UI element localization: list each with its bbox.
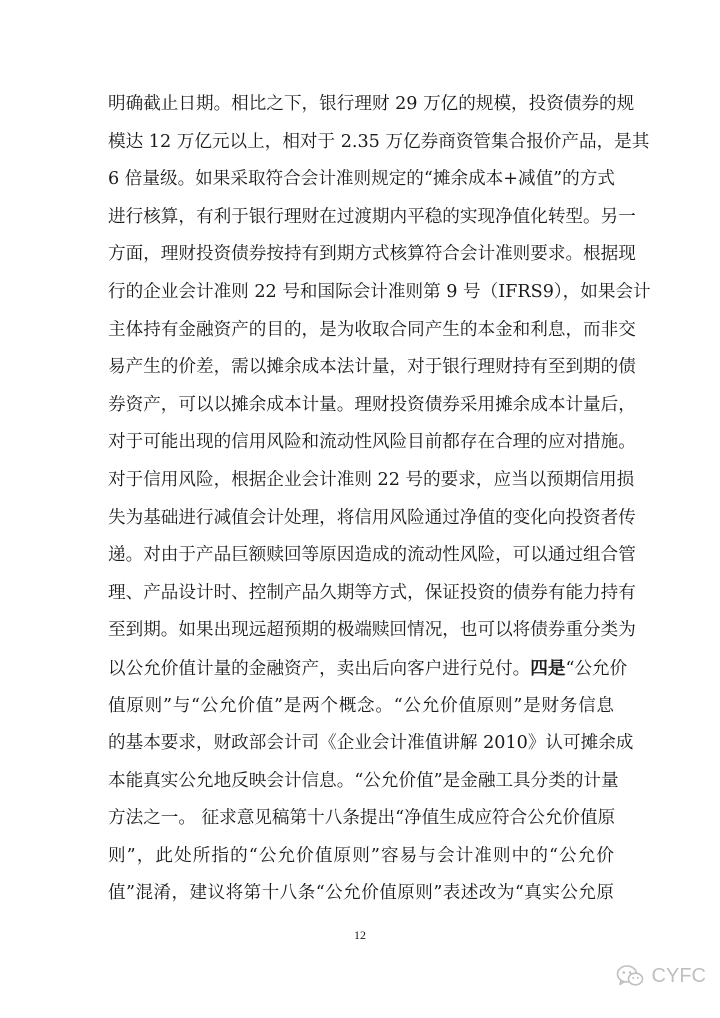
text-line (108, 537, 636, 575)
text-line (108, 236, 636, 274)
text-line (108, 199, 636, 237)
text-line (108, 875, 614, 913)
text-line (108, 161, 614, 199)
text-segment: 的基本要求，财政部会计司《企业会计准值讲解 2010》认可摊余成 (108, 733, 634, 754)
text-segment: 6 倍量级。如果采取符合会计准则规定的“摊余成本+减值”的方式 (108, 169, 615, 190)
text-segment: 失为基础进行减值会计处理，将信用风险通过净值的变化向投资者传 (108, 507, 636, 528)
text-line (108, 575, 636, 613)
body-text (108, 86, 651, 913)
text-segment: 以公允价值计量的金融资产，卖出后向客户进行兑付。 (108, 658, 531, 679)
text-line (108, 349, 636, 387)
text-segment: 理、产品设计时、控制产品久期等方式，保证投资的债券有能力持有 (108, 582, 636, 603)
watermark (616, 964, 706, 988)
text-segment: 本能真实公允地反映会计信息。“公允价值”是金融工具分类的计量 (108, 770, 619, 791)
text-segment: 至到期。如果出现远超预期的极端赎回情况，也可以将债券重分类为 (108, 620, 636, 641)
text-line (108, 650, 628, 688)
text-segment: 对于可能出现的信用风险和流动性风险目前都存在合理的应对措施。 (108, 432, 636, 453)
text-segment: “公允价 (565, 658, 628, 679)
text-line (108, 462, 635, 500)
text-line (108, 800, 614, 838)
text-segment: 模达 12 万亿元以上，相对于 2.35 万亿券商资管集合报价产品，是其 (108, 131, 650, 152)
text-segment: 值”混淆，建议将第十八条“公允价值原则”表述改为“真实公允原 (108, 883, 614, 904)
text-line (108, 763, 619, 801)
text-segment: 主体持有金融资产的目的，是为收取合同产生的本金和利息，而非交 (108, 319, 636, 340)
text-segment: 递。对由于产品巨额赎回等原因造成的流动性风险，可以通过组合管 (108, 545, 636, 566)
text-line (108, 612, 636, 650)
text-line (108, 838, 614, 876)
text-segment: 方面，理财投资债券按持有到期方式核算符合会计准则要求。根据现 (108, 244, 636, 265)
text-line (108, 124, 650, 162)
text-segment: 行的企业会计准则 22 号和国际会计准则第 9 号（IFRS9），如果会计 (108, 281, 651, 302)
text-line (108, 500, 636, 538)
text-line (108, 424, 636, 462)
bold-text-segment: 四是 (530, 657, 566, 679)
text-segment: 明确截止日期。相比之下，银行理财 29 万亿的规模，投资债券的规 (108, 94, 635, 114)
text-line (108, 688, 614, 726)
text-segment: 进行核算，有利于银行理财在过渡期内平稳的实现净值化转型。另一 (108, 206, 636, 227)
text-segment: 方法之一。 征求意见稿第十八条提出“净值生成应符合公允价值原 (108, 808, 616, 829)
text-segment: 对于信用风险，根据企业会计准则 22 号的要求，应当以预期信用损 (108, 469, 635, 490)
wechat-icon (616, 964, 644, 988)
text-segment: 则”，此处所指的“公允价值原则”容易与会计准则中的“公允价 (108, 845, 614, 866)
text-line (108, 725, 634, 763)
text-segment: 值原则”与“公允价值”是两个概念。“公允价值原则”是财务信息 (108, 695, 614, 716)
watermark-text: CYFC (651, 964, 706, 987)
page-number: 12 (354, 928, 366, 942)
text-segment: 易产生的价差，需以摊余成本法计量，对于银行理财持有至到期的债 (108, 357, 636, 378)
text-line (108, 312, 636, 350)
text-line (108, 274, 651, 312)
text-line (108, 86, 635, 124)
text-line (108, 387, 636, 425)
text-segment: 券资产，可以以摊余成本计量。理财投资债券采用摊余成本计量后， (108, 394, 636, 415)
